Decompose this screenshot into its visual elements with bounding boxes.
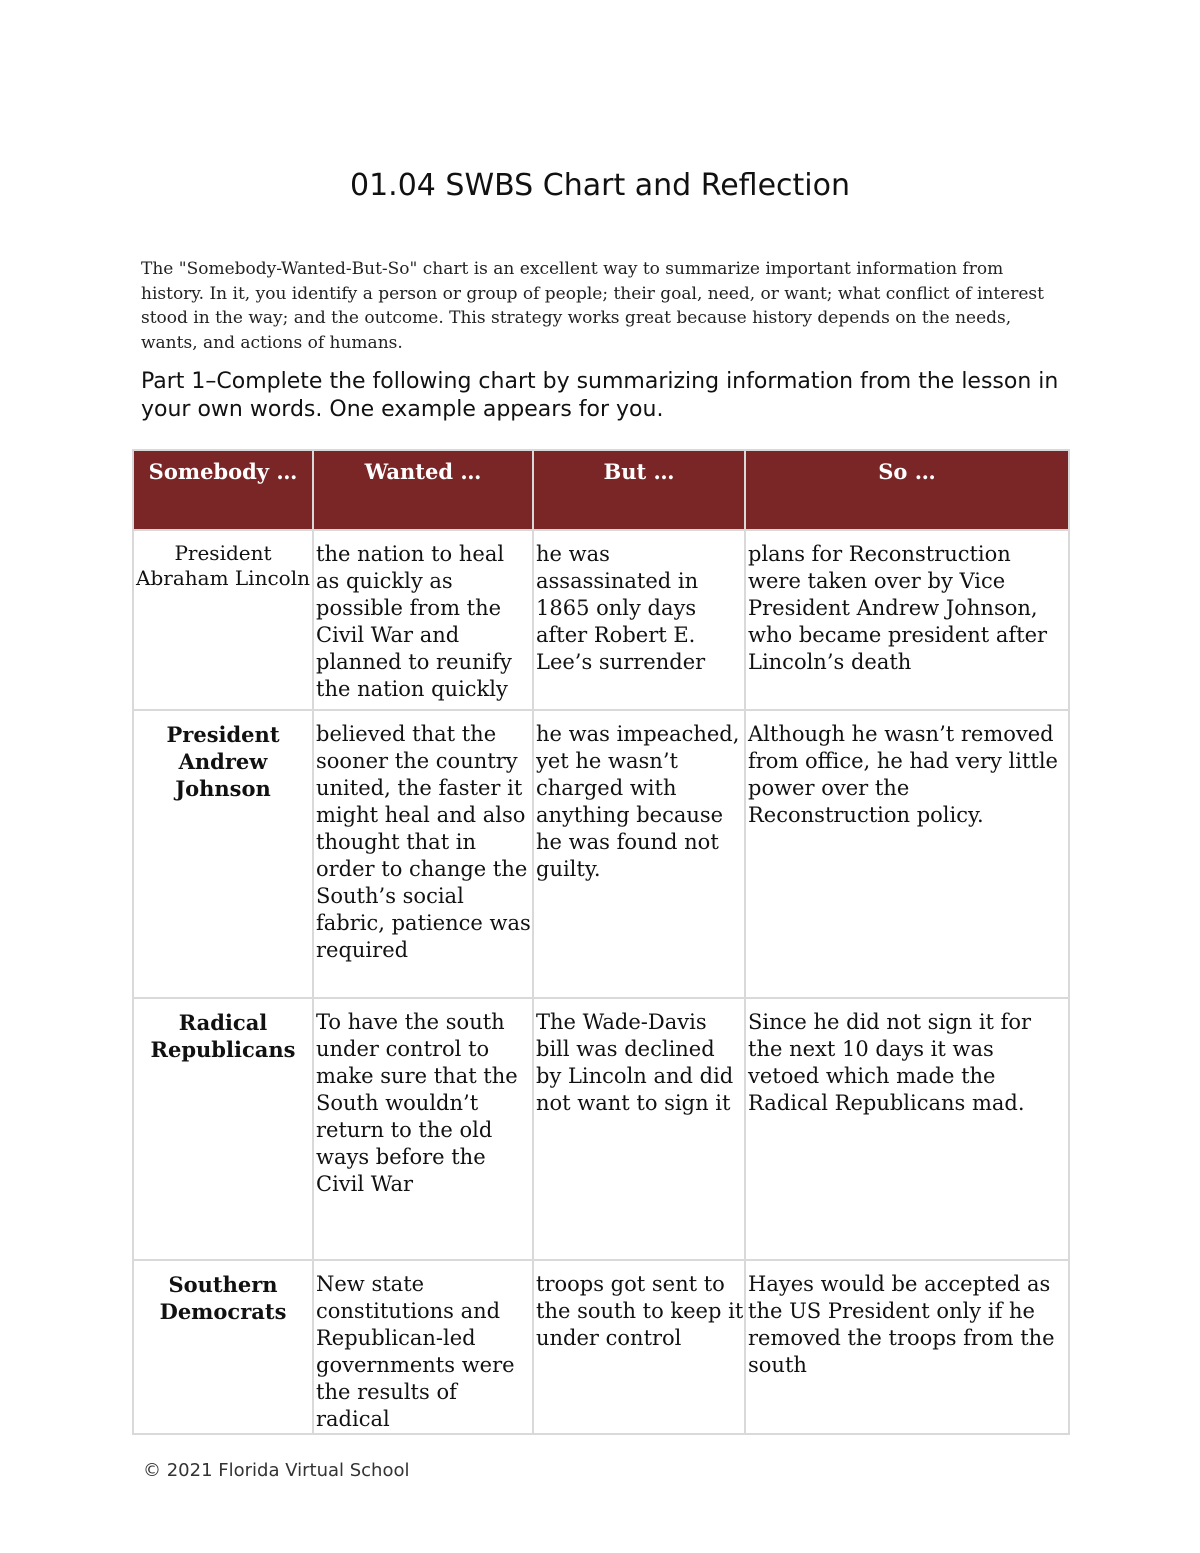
so-cell: plans for Reconstruction were taken over by Vice President Andrew Johnson, who became president after Lincoln’s death xyxy=(745,530,1069,710)
so-cell: Although he wasn’t removed from office, he had very little power over the Reconstruction policy. xyxy=(745,710,1069,998)
intro-paragraph: The "Somebody-Wanted-But-So" chart is an excellent way to summarize important information from history. In it, you identify a person or group of people; their goal, need, or want; what conflict of interest stood in the way; and the outcome. This strategy works great because history depends on the needs, wants, and actions of humans. xyxy=(141,259,1044,353)
header-somebody: Somebody … xyxy=(133,450,313,530)
table-header-row xyxy=(133,450,1069,530)
but-cell: troops got sent to the south to keep it under control xyxy=(533,1260,745,1434)
part1-instructions: Part 1–Complete the following chart by summarizing information from the lesson in your own words. One example appears for you. xyxy=(141,369,1059,422)
but-cell: he was impeached, yet he wasn’t charged with anything because he was found not guilty. xyxy=(533,710,745,998)
header-but: But … xyxy=(533,450,745,530)
wanted-cell: the nation to heal as quickly as possible from the Civil War and planned to reunify the nation quickly xyxy=(313,530,533,710)
header-wanted: Wanted … xyxy=(313,450,533,530)
so-cell: Since he did not sign it for the next 10 days it was vetoed which made the Radical Republicans mad. xyxy=(745,998,1069,1260)
somebody-cell: President Abraham Lincoln xyxy=(133,530,313,710)
wanted-cell: New state constitutions and Republican-led governments were the results of radical xyxy=(313,1260,533,1434)
table-row xyxy=(133,998,1069,1260)
table-row xyxy=(133,530,1069,710)
but-cell: he was assassinated in 1865 only days after Robert E. Lee’s surrender xyxy=(533,530,745,710)
somebody-cell: President Andrew Johnson xyxy=(133,710,313,998)
swbs-chart-table xyxy=(132,449,1070,1435)
but-cell: The Wade-Davis bill was declined by Lincoln and did not want to sign it xyxy=(533,998,745,1260)
document-title: 01.04 SWBS Chart and Reflection xyxy=(350,168,850,203)
wanted-cell: believed that the sooner the country united, the faster it might heal and also thought that in order to change the South’s social fabric, patience was required xyxy=(313,710,533,998)
wanted-cell: To have the south under control to make sure that the South wouldn’t return to the old ways before the Civil War xyxy=(313,998,533,1260)
header-so: So … xyxy=(745,450,1069,530)
copyright-footer: © 2021 Florida Virtual School xyxy=(143,1460,410,1481)
somebody-cell: Southern Democrats xyxy=(133,1260,313,1434)
table-row xyxy=(133,710,1069,998)
somebody-cell: Radical Republicans xyxy=(133,998,313,1260)
so-cell: Hayes would be accepted as the US President only if he removed the troops from the south xyxy=(745,1260,1069,1434)
table-row xyxy=(133,1260,1069,1434)
